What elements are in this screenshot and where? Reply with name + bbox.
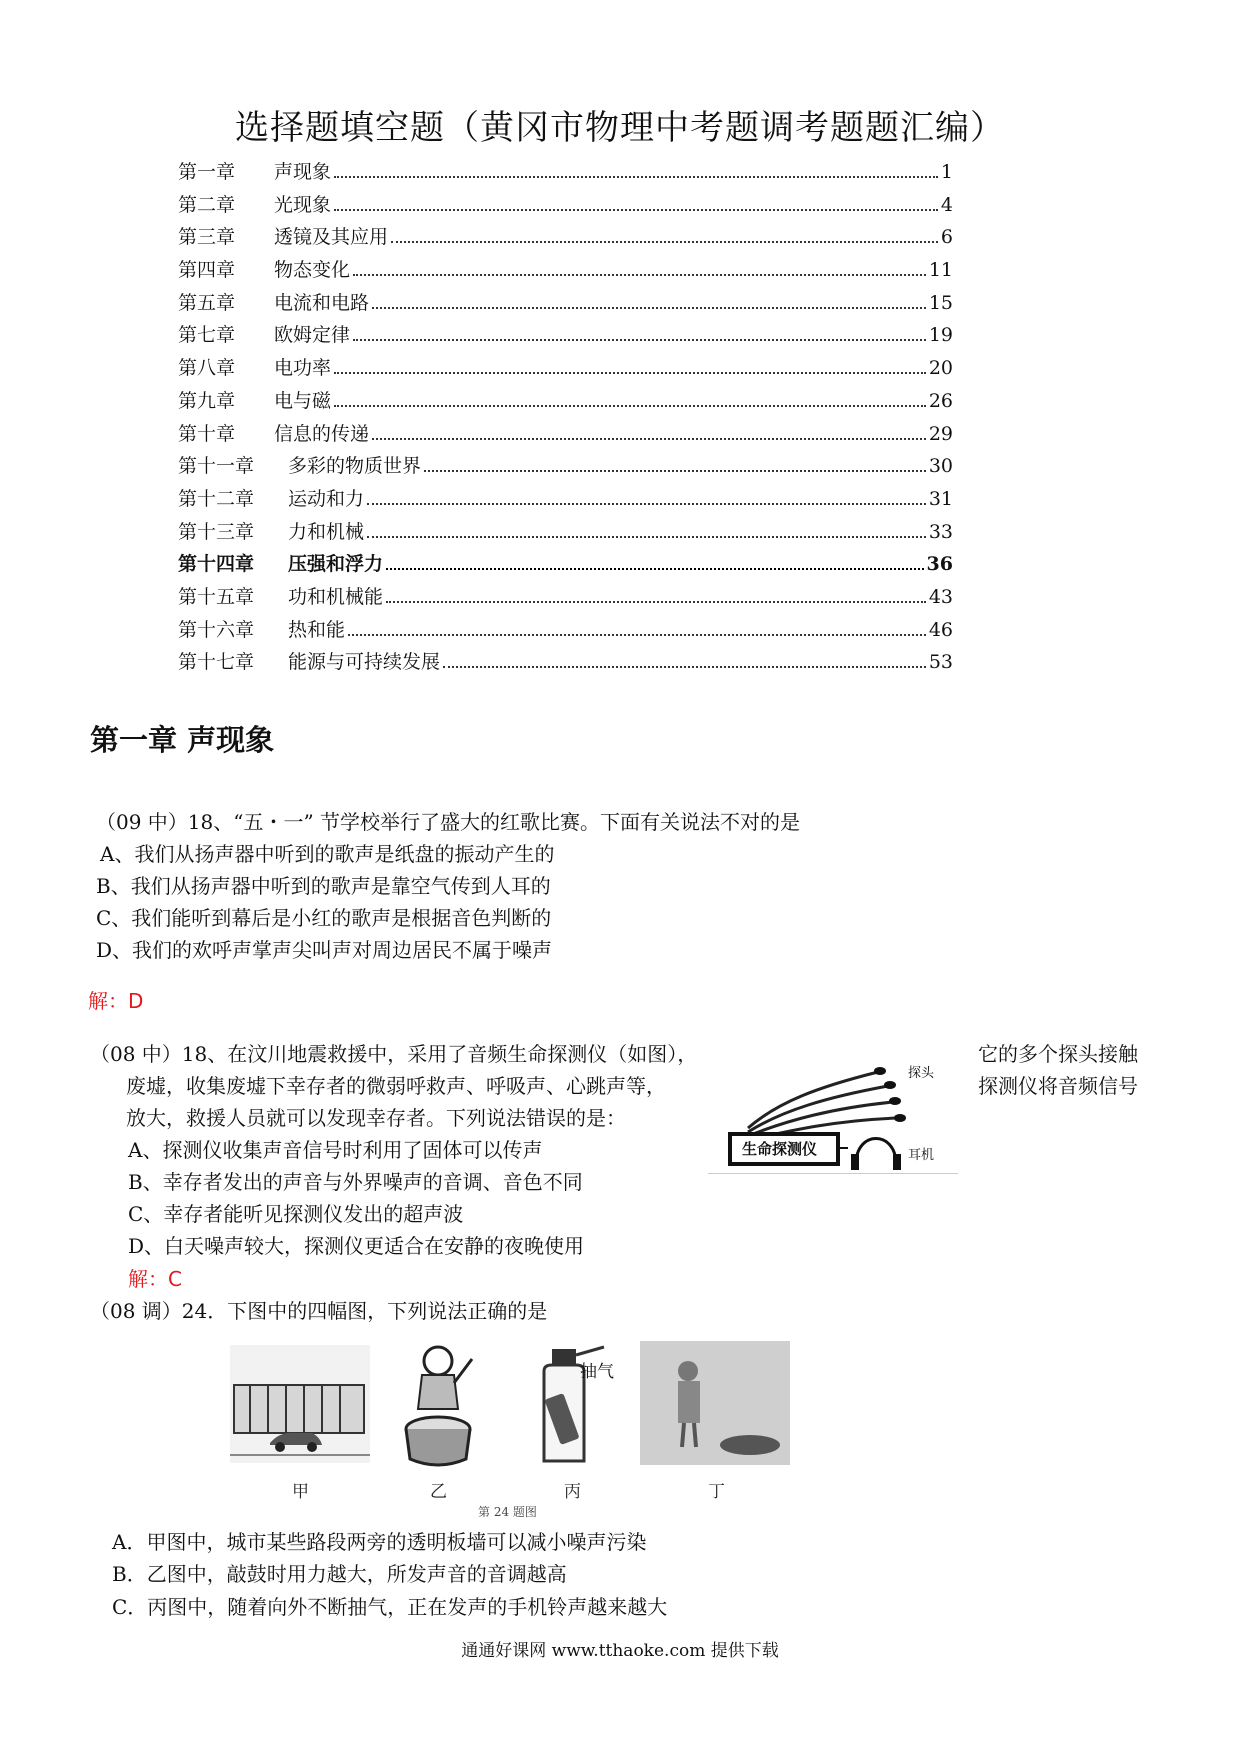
q2-option-c: C、幸存者能听见探测仪发出的超声波 [128, 1202, 464, 1226]
q2-line1: （08 中）18、在汶川地震救援中，采用了音频生命探测仪（如图）， [90, 1042, 698, 1066]
q2-line2: 废墟，收集废墟下幸存者的微弱呼救声、呼吸声、心跳声等， [126, 1074, 666, 1098]
toc-leader-dots [367, 503, 926, 505]
probe-label: 探头 [908, 1066, 935, 1081]
toc-chapter-number: 第十四章 [178, 553, 255, 576]
q2-option-d: D、白天噪声较大，探测仪更适合在安静的夜晚使用 [128, 1234, 585, 1258]
toc-leader-dots [391, 241, 938, 243]
toc-page-number: 33 [928, 520, 953, 543]
toc-page-number: 30 [928, 455, 953, 478]
toc-page-number: 29 [928, 422, 953, 445]
toc-chapter-name: 热和能 [288, 618, 346, 641]
toc-chapter-name: 运动和力 [288, 487, 365, 510]
toc-entry [178, 647, 953, 680]
q2-line2-right: 探测仪将音频信号 [978, 1074, 1138, 1098]
toc-leader-dots [386, 568, 924, 570]
q3-stem: （08 调）24．下图中的四幅图，下列说法正确的是 [90, 1299, 548, 1323]
toc-leader-dots [443, 666, 926, 668]
toc-entry [178, 549, 953, 582]
toc-leader-dots [367, 536, 926, 538]
q2-line3: 放大，救援人员就可以发现幸存者。下列说法错误的是： [126, 1106, 626, 1130]
toc-entry [178, 615, 953, 648]
toc-entry [178, 517, 953, 550]
earphone-label: 耳机 [908, 1148, 935, 1163]
toc-chapter-number: 第十一章 [178, 455, 255, 478]
q1-option-c: C、我们能听到幕后是小红的歌声是根据音色判断的 [96, 906, 552, 930]
toc-chapter-name: 功和机械能 [288, 585, 384, 608]
toc-chapter-number: 第十二章 [178, 487, 255, 510]
toc-chapter-name: 电与磁 [274, 389, 332, 412]
page-footer: 通通好课网 www.tthaoke.com 提供下载 [461, 1641, 779, 1661]
toc-entry [178, 255, 953, 288]
toc-chapter-number: 第十三章 [178, 520, 255, 543]
toc-page-number: 31 [928, 487, 953, 510]
toc-entry [178, 353, 953, 386]
toc-entry [178, 320, 953, 353]
q2-line1-right: 它的多个探头接触 [978, 1042, 1138, 1066]
q2-option-a: A、探测仪收集声音信号时利用了固体可以传声 [128, 1138, 543, 1162]
caption-ding: 丁 [708, 1482, 725, 1502]
toc-chapter-name: 力和机械 [288, 520, 365, 543]
toc-chapter-number: 第十六章 [178, 618, 255, 641]
detector-label: 生命探测仪 [742, 1140, 818, 1158]
toc-leader-dots [353, 274, 926, 276]
toc-chapter-number: 第八章 [178, 357, 236, 380]
toc-entry [178, 288, 953, 321]
toc-chapter-name: 光现象 [274, 193, 332, 216]
toc-chapter-name: 电流和电路 [274, 291, 370, 314]
toc-chapter-name: 能源与可持续发展 [288, 651, 441, 674]
toc-leader-dots [334, 209, 938, 211]
toc-leader-dots [372, 438, 926, 440]
toc-chapter-name: 欧姆定律 [274, 324, 351, 347]
toc-entry [178, 222, 953, 255]
q1-answer: 解：D [88, 989, 144, 1013]
toc-chapter-number: 第一章 [178, 161, 236, 183]
toc-chapter-name: 透镜及其应用 [274, 226, 389, 249]
toc-entry [178, 386, 953, 419]
toc-chapter-name: 压强和浮力 [288, 553, 384, 576]
pump-label: 抽气 [580, 1362, 614, 1382]
toc-page-number: 1 [940, 161, 953, 183]
q1-option-d: D、我们的欢呼声掌声尖叫声对周边居民不属于噪声 [96, 938, 553, 962]
caption-jia: 甲 [292, 1482, 309, 1502]
toc-page-number: 15 [928, 291, 953, 314]
q3-option-b: B．乙图中，敲鼓时用力越大，所发声音的音调越高 [112, 1562, 567, 1586]
toc-entry [178, 419, 953, 452]
toc-entry [178, 157, 953, 190]
toc-entry [178, 484, 953, 517]
toc-page-number: 4 [940, 193, 953, 216]
toc-page-number: 20 [928, 357, 953, 380]
toc-chapter-name: 电功率 [274, 357, 332, 380]
q1-option-a: A、我们从扬声器中听到的歌声是纸盘的振动产生的 [100, 842, 555, 866]
toc-leader-dots [334, 176, 938, 178]
toc-chapter-number: 第二章 [178, 193, 236, 216]
q3-option-a: A．甲图中，城市某些路段两旁的透明板墙可以减小噪声污染 [112, 1530, 647, 1554]
toc-chapter-number: 第十七章 [178, 651, 255, 674]
chapter-heading: 第一章 声现象 [90, 723, 275, 757]
toc-page-number: 11 [928, 259, 953, 282]
table-of-contents [178, 157, 953, 680]
toc-leader-dots [334, 372, 926, 374]
figure-caption: 第 24 题图 [478, 1505, 537, 1519]
q2-option-b: B、幸存者发出的声音与外界噪声的音调、音色不同 [128, 1170, 583, 1194]
toc-chapter-number: 第三章 [178, 226, 236, 249]
toc-leader-dots [334, 405, 926, 407]
q1-option-b: B、我们从扬声器中听到的歌声是靠空气传到人耳的 [96, 874, 551, 898]
toc-page-number: 6 [940, 226, 953, 249]
toc-chapter-number: 第四章 [178, 259, 236, 282]
document-title: 选择题填空题（黄冈市物理中考题调考题题汇编） [235, 108, 1005, 148]
toc-page-number: 43 [928, 585, 953, 608]
caption-yi: 乙 [430, 1482, 447, 1502]
toc-page-number: 46 [928, 618, 953, 641]
toc-chapter-number: 第七章 [178, 324, 236, 347]
panel-bing-image [530, 1335, 610, 1465]
toc-page-number: 53 [928, 651, 953, 674]
caption-bing: 丙 [564, 1482, 581, 1502]
toc-leader-dots [348, 634, 926, 636]
toc-entry [178, 190, 953, 223]
q2-answer: 解：C [128, 1267, 182, 1291]
toc-chapter-number: 第五章 [178, 291, 236, 314]
toc-leader-dots [424, 470, 926, 472]
toc-chapter-name: 多彩的物质世界 [288, 455, 422, 478]
panel-ding-image [640, 1341, 790, 1465]
toc-chapter-name: 信息的传递 [274, 422, 370, 445]
life-detector-figure [708, 1032, 958, 1174]
four-panel-figure [230, 1335, 800, 1519]
toc-chapter-name: 物态变化 [274, 259, 351, 282]
toc-page-number: 36 [926, 553, 953, 576]
panel-yi-image [398, 1339, 478, 1469]
panel-jia-image [230, 1345, 370, 1463]
toc-page-number: 26 [928, 389, 953, 412]
toc-chapter-number: 第十章 [178, 422, 236, 445]
toc-chapter-number: 第十五章 [178, 585, 255, 608]
toc-entry [178, 451, 953, 484]
q1-stem: （09 中）18、“五・一” 节学校举行了盛大的红歌比赛。下面有关说法不对的是 [96, 810, 801, 834]
q3-option-c: C．丙图中，随着向外不断抽气，正在发声的手机铃声越来越大 [112, 1595, 668, 1619]
toc-page-number: 19 [928, 324, 953, 347]
toc-leader-dots [372, 307, 926, 309]
toc-leader-dots [353, 339, 926, 341]
toc-entry [178, 582, 953, 615]
toc-leader-dots [386, 601, 926, 603]
toc-chapter-name: 声现象 [274, 161, 332, 183]
toc-chapter-number: 第九章 [178, 389, 236, 412]
